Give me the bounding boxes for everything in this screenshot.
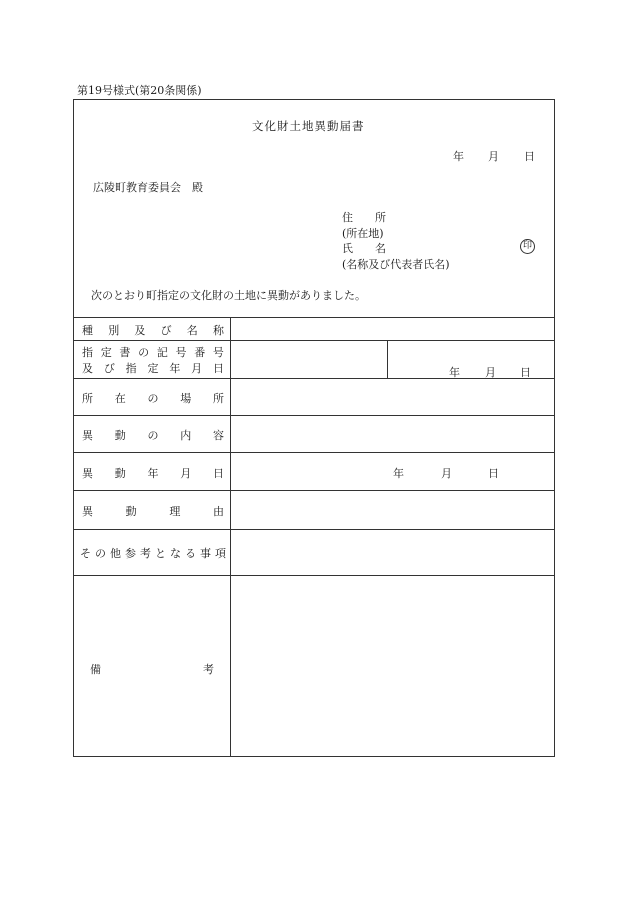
change-date-day: 日 (488, 467, 499, 480)
header-date-month: 月 (488, 150, 499, 163)
addressee: 広陵町教育委員会 殿 (93, 181, 203, 194)
label-other-matters: そ の 他 参 考 と な る 事 項 (80, 547, 226, 560)
other-matters-field[interactable] (231, 530, 554, 575)
type-and-name-field[interactable] (231, 318, 554, 340)
label-designation-date: 及 び 指 定 年 月 日 (82, 362, 224, 375)
location-field[interactable] (231, 379, 554, 415)
label-designation-number: 指 定 書 の 記 号 番 号 (82, 346, 224, 359)
designation-date-month: 月 (485, 366, 496, 379)
label-change-date: 異 動 年 月 日 (82, 467, 224, 480)
change-reason-field[interactable] (231, 491, 554, 529)
form-id-label: 第19号様式(第20条関係) (77, 84, 202, 97)
label-remarks: 備 考 (90, 663, 214, 676)
designation-date-day: 日 (520, 366, 531, 379)
change-date-year: 年 (393, 467, 404, 480)
address-sub-label: (所在地) (342, 227, 384, 240)
header-date-day: 日 (524, 150, 535, 163)
designation-number-field[interactable] (231, 341, 387, 378)
label-change-reason: 異 動 理 由 (82, 505, 224, 518)
name-sub-label: (名称及び代表者氏名) (342, 258, 450, 271)
address-label: 住 所 (342, 211, 386, 224)
name-label: 氏 名 (342, 242, 386, 255)
label-change-content: 異 動 の 内 容 (82, 429, 224, 442)
remarks-field[interactable] (231, 576, 554, 756)
intro-text: 次のとおり町指定の文化財の土地に異動がありました。 (91, 289, 366, 302)
designation-date-year: 年 (449, 366, 460, 379)
change-content-field[interactable] (231, 416, 554, 452)
header-date-year: 年 (453, 150, 464, 163)
change-date-month: 月 (441, 467, 452, 480)
form-title: 文化財土地異動届書 (252, 119, 365, 133)
label-location: 所 在 の 場 所 (82, 392, 224, 405)
label-type-and-name: 種 別 及 び 名 称 (82, 324, 224, 337)
seal-mark: 印 (520, 239, 535, 254)
